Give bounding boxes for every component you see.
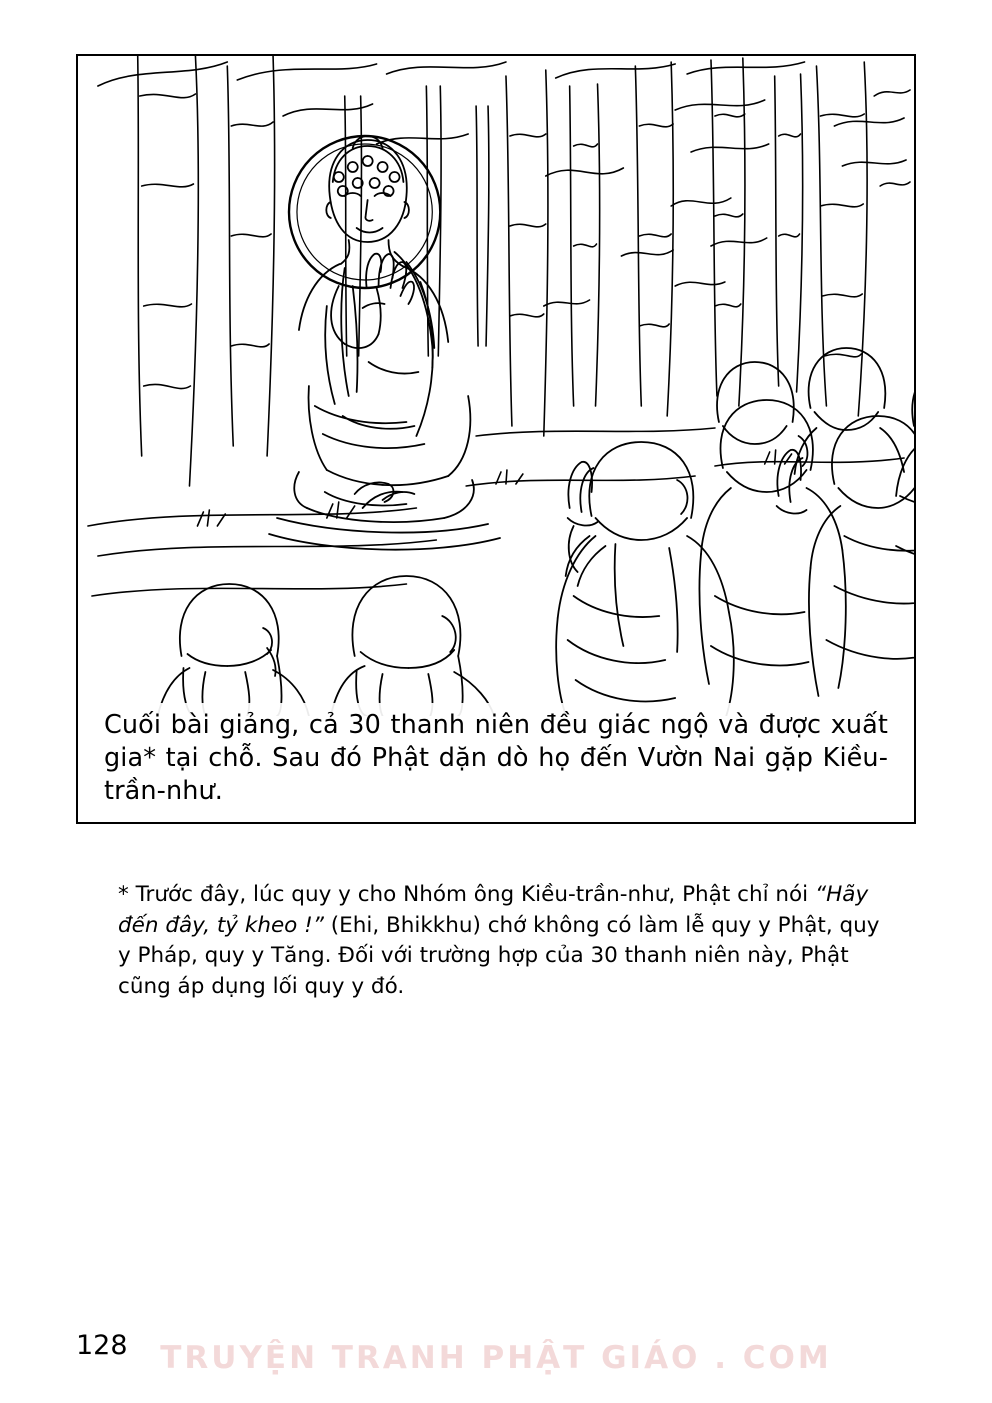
footnote-text [118,880,880,1002]
watermark: TRUYỆN TRANH PHẬT GIÁO . COM [160,1340,832,1376]
panel-caption [78,703,914,822]
comic-panel [76,54,916,824]
illustration-buddha-teaching-monks-in-forest [78,56,914,716]
panel-illustration [78,56,914,716]
footnote [118,880,880,1002]
panel-caption-text: Cuối bài giảng, cả 30 thanh niên đều giác ngộ và được xuất gia* tại chỗ. Sau đó Phật dặn dò họ đến Vườn Nai gặp Kiều-trần-như. [104,709,888,806]
page-number: 128 [76,1330,128,1361]
footnote-part2: (Ehi, Bhikkhu) chớ không có làm lễ quy y Phật, quy y Pháp, quy y Tăng. Đối với trường hợp của 30 thanh niên này, Phật cũng áp dụng lối quy y đó. [118,912,880,999]
footnote-part1: * Trước đây, lúc quy y cho Nhóm ông Kiều-trần-như, Phật chỉ nói [118,882,815,907]
footnote-quote: “Hãy đến đây, tỷ kheo !” [118,882,869,938]
